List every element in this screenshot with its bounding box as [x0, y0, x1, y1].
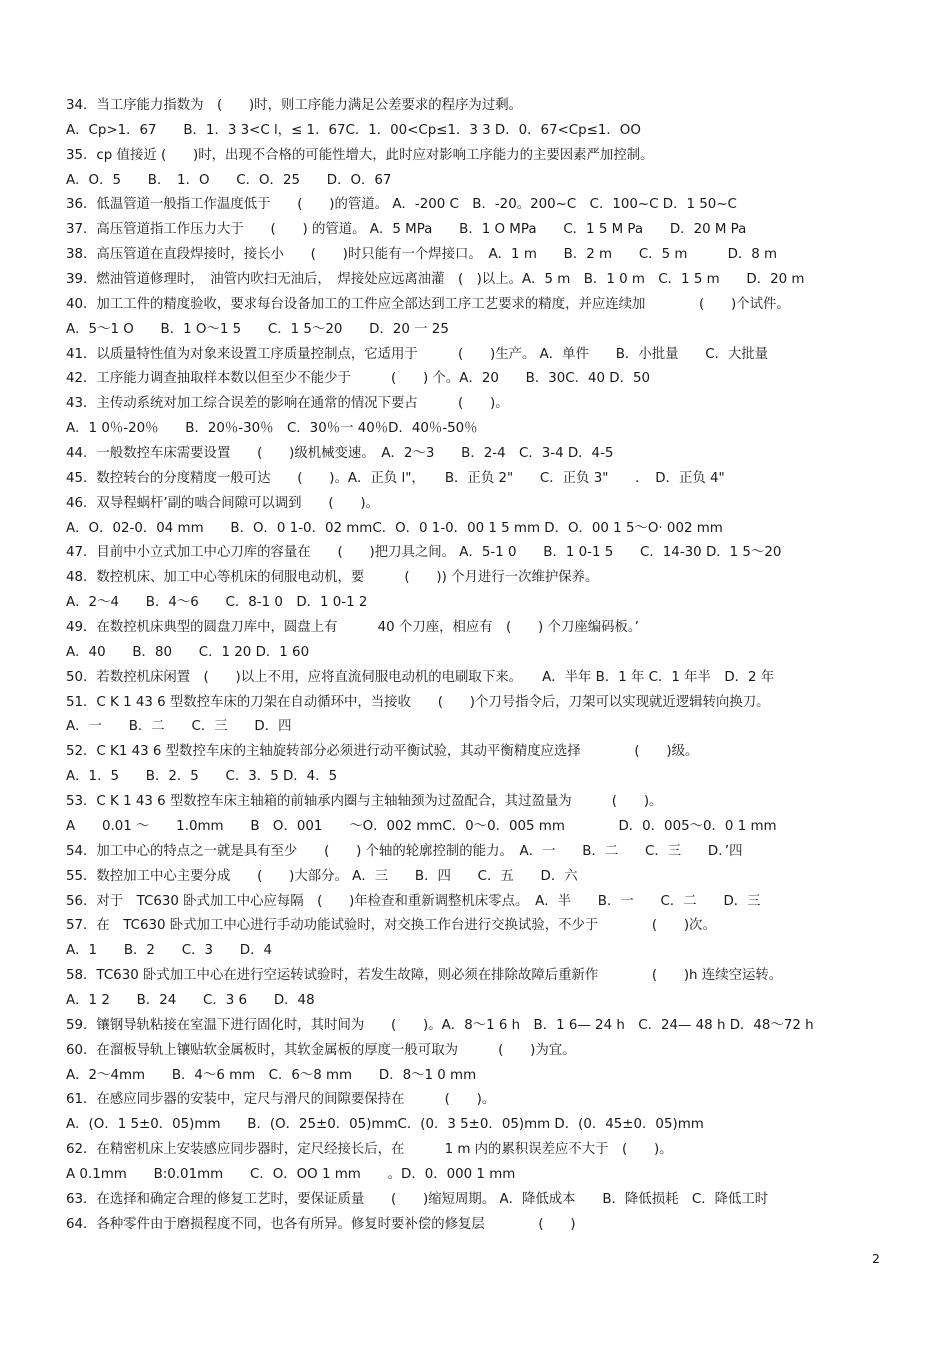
text-line: A．1．5 B．2．5 C．3．5 D．4．5 — [66, 769, 338, 785]
text-line: 37．高压管道指工作压力大于 ( ) 的管道。 A．5 MPa B．1 O MPa C．1 5 M Pa D．20 M Pa — [66, 222, 747, 238]
text-line: A．2～4 B．4～6 C．8-1 0 D．1 0-1 2 — [66, 595, 368, 611]
text-line: 38．高压管道在直段焊接时，接长小 ( )时只能有一个焊接口。 A．1 m B．2 m C．5 m D．8 m — [66, 247, 778, 263]
text-line: A．(O．1 5±0．05)mm B．(O．25±0．05)mmC．(0．3 5±0．05)mm D．(0．45±0．05)mm — [66, 1117, 704, 1133]
text-line: 52．C K1 43 6 型数控车床的主轴旋转部分必须进行动平衡试验，其动平衡精度应选择 ( )级。 — [66, 744, 699, 760]
text-line: 59．镶钢导轨粘接在室温下进行固化时，其时间为 ( )。A．8～1 6 h B．1 6— 24 h C．24— 48 h D．48～72 h — [66, 1017, 814, 1033]
text-line: A．2～4mm B．4～6 mm C．6～8 mm D．8～1 0 mm — [66, 1067, 477, 1083]
text-line: 49．在数控机床典型的圆盘刀库中，圆盘上有 40 个刀座，相应有 ( ) 个刀座编码板。’ — [66, 620, 639, 636]
text-line: 48．数控机床、加工中心等机床的伺服电动机，要 ( )) 个月进行一次维护保养。 — [66, 570, 599, 586]
text-line: A 0.1mm B:0.01mm C．O．OO 1 mm 。D．0．000 1 mm — [66, 1166, 516, 1182]
text-line: A 0.01 ～ 1.0mm B O．001 ～O．002 mmC．0～0．005 mm D．0．005～0．0 1 mm — [66, 818, 777, 834]
text-line: 58．TC630 卧式加工中心在进行空运转试验时，若发生故障，则必须在排除故障后重新作 ( )h 连续空运转。 — [66, 968, 783, 984]
text-line: A．40 B．80 C．1 20 D．1 60 — [66, 644, 310, 660]
text-line: 34．当工序能力指数为 ( )时，则工序能力满足公差要求的程序为过剩。 — [66, 98, 522, 113]
text-line: 35．cp 值接近 ( )时，出现不合格的可能性增大，此时应对影响工序能力的主要因素严加控制。 — [66, 147, 654, 163]
text-line: 36．低温管道一般指工作温度低于 ( )的管道。 A．-200 C B．-20。200~C C．100~C D．1 50~C — [66, 197, 737, 213]
text-line: 64．各种零件由于磨损程度不同，也各有所异。修复时要补偿的修复层 ( ) — [66, 1216, 576, 1232]
text-line: 55．数控加工中心主要分成 ( )大部分。 A．三 B．四 C．五 D．六 — [66, 868, 578, 884]
text-line: A．O．02-0．04 mm B．O．0 1-0．02 mmC．O．0 1-0．00 1 5 mm D．O．00 1 5～O· 002 mm — [66, 520, 723, 536]
text-line: 62．在精密机床上安装感应同步器时，定尺经接长后，在 1 m 内的累积误差应不大于 ( )。 — [66, 1142, 673, 1158]
text-line: 39．燃油管道修理时， 油管内吹扫无油后， 焊接处应远离油灌 ( )以上。A．5 m B．1 0 m C．1 5 m D．20 m — [66, 272, 805, 288]
text-line: A．Cp>1．67 B．1．3 3<C l，≤ 1．67C．1．00<Cp≤1．3 3 D．0．67<Cp≤1．OO — [66, 122, 641, 138]
text-line: 45．数控转台的分度精度一般可达 ( )。A．正负 l"， B．正负 2" C．正负 3" ． D．正负 4" — [66, 470, 725, 486]
text-line: A．O．5 B． 1．O C．O．25 D．O．67 — [66, 172, 392, 188]
text-line: 63．在选择和确定合理的修复工艺时，要保证质量 ( )缩短周期。 A．降低成本 B．降低损耗 C．降低工时 — [66, 1191, 769, 1207]
text-line: 44．一般数控车床需要设置 ( )级机械变速。 A．2～3 B．2-4 C．3-4 D．4-5 — [66, 446, 614, 462]
text-line: 40．加工工件的精度验收，要求每台设备加工的工件应全部达到工序工艺要求的精度，并应连续加 ( )个试件。 — [66, 296, 790, 312]
text-line: 60．在溜板导轨上镶贴软金属板时，其软金属板的厚度一般可取为 ( )为宜。 — [66, 1042, 576, 1058]
text-line: 43．主传动系统对加工综合误差的影响在通常的情况下要占 ( )。 — [66, 396, 509, 412]
text-line: A．1 0％-20％ B．20％-30％ C．30％一 40％D．40％-50％ — [66, 421, 478, 437]
text-line: 41．以质量特性值为对象来设置工序质量控制点，它适用于 ( )生产。 A．单件 B．小批量 C．大批量 — [66, 346, 769, 362]
text-line: 57．在 TC630 卧式加工中心进行手动功能试验时，对交换工作台进行交换试验，不少于 ( )次。 — [66, 918, 716, 934]
text-line: A．1 B．2 C．3 D．4 — [66, 943, 272, 959]
text-line: A．1 2 B．24 C．3 6 D．48 — [66, 992, 315, 1008]
text-line: 50．若数控机床闲置 ( )以上不用，应将直流伺服电动机的电刷取下来。 A．半年 B．1 年 C．1 年半 D．2 年 — [66, 669, 775, 685]
text-line: 53．C K 1 43 6 型数控车床主轴箱的前轴承内圈与主轴轴颈为过盈配合，其过盈量为 ( )。 — [66, 794, 663, 810]
text-line: 51．C K 1 43 6 型数控车床的刀架在自动循环中，当接收 ( )个刀号指令后，刀架可以实现就近逻辑转向换刀。 — [66, 694, 770, 710]
text-line: A．5～1 O B．1 O～1 5 C．1 5～20 D．20 一 25 — [66, 321, 449, 337]
text-line: 47．目前中小立式加工中心刀库的容量在 ( )把刀具之间。 A．5-1 0 B．1 0-1 5 C．14-30 D．1 5～20 — [66, 545, 782, 561]
text-line: 61．在感应同步器的安装中，定尺与滑尺的间隙要保持在 ( )。 — [66, 1092, 496, 1108]
question-list — [66, 94, 886, 1238]
text-line: 54．加工中心的特点之一就是具有至少 ( ) 个轴的轮廓控制的能力。 A．一 B．二 C．三 D．’四 — [66, 843, 743, 859]
text-line: 56．对于 TC630 卧式加工中心应每隔 ( )年检查和重新调整机床零点。 A．半 B．一 C．二 D．三 — [66, 893, 761, 909]
text-line: 46．双导程蜗杆’副的啮合间隙可以调到 ( )。 — [66, 495, 379, 511]
text-line: 42．工序能力调查抽取样本数以但至少不能少于 ( ) 个。A．20 B．30C．40 D．50 — [66, 371, 651, 387]
text-line: A．一 B．二 C．三 D．四 — [66, 719, 292, 735]
page-number: 2 — [872, 1251, 880, 1266]
